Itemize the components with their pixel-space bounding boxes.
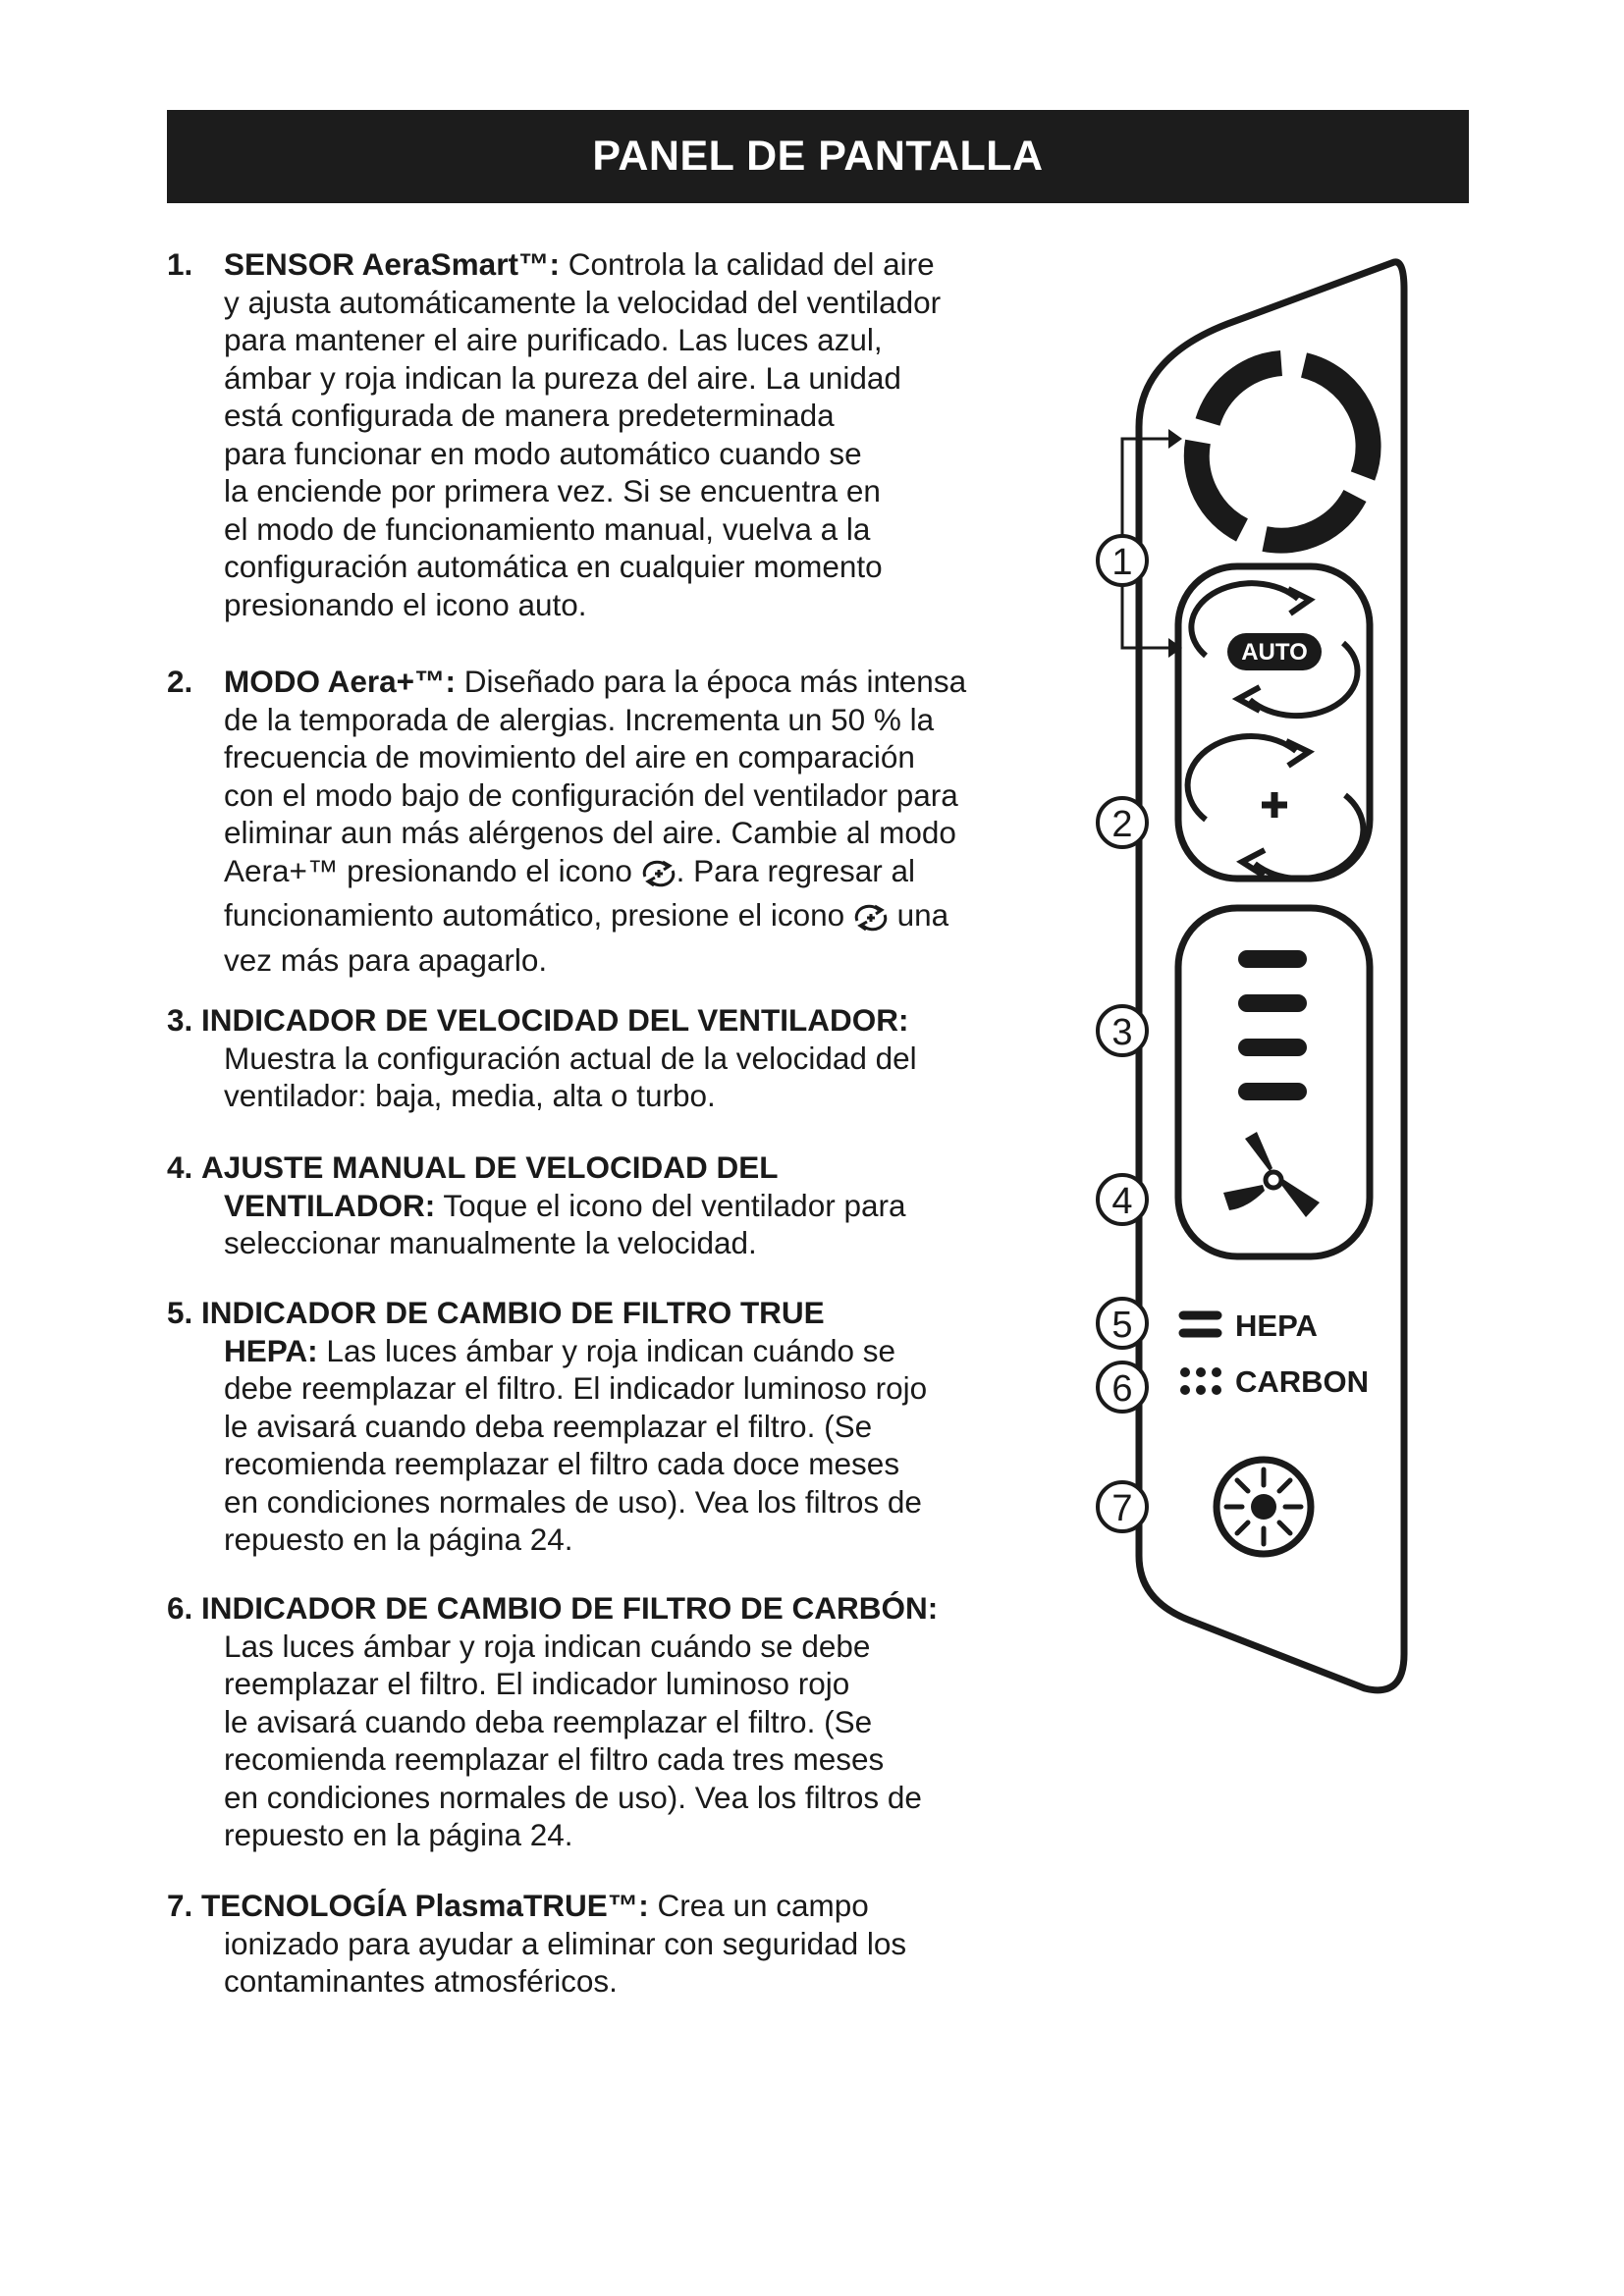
item-text: Muestra la configuración actual de la velocidad del bbox=[224, 1040, 917, 1076]
item-text: presionando el icono auto. bbox=[224, 586, 587, 622]
carbon-indicator-icon bbox=[1180, 1367, 1221, 1395]
item-text: y ajusta automáticamente la velocidad del ventilador bbox=[224, 284, 942, 320]
page-header bbox=[167, 110, 1469, 203]
item-text: ventilador: baja, media, alta o turbo. bbox=[224, 1078, 716, 1113]
auto-icon bbox=[1191, 583, 1357, 716]
list-item-plasmatrue bbox=[167, 1887, 1011, 2001]
item-number: 3. bbox=[167, 1002, 193, 1038]
callout-7-label: 7 bbox=[1111, 1488, 1133, 1529]
item-text: Controla la calidad del aire bbox=[559, 246, 935, 282]
item-text: Diseñado para la época más intensa bbox=[456, 664, 967, 699]
air-quality-ring-icon bbox=[1197, 363, 1369, 541]
item-text: reemplazar el filtro. El indicador luminoso rojo bbox=[224, 1666, 850, 1701]
callout-5-label: 5 bbox=[1111, 1305, 1133, 1346]
item-text: eliminar aun más alérgenos del aire. Cambie al modo bbox=[224, 815, 956, 850]
item-title: INDICADOR DE CAMBIO DE FILTRO DE CARBÓN: bbox=[201, 1590, 939, 1626]
item-title: VENTILADOR: bbox=[224, 1187, 436, 1223]
callout-2 bbox=[1098, 798, 1147, 847]
mode-button-group bbox=[1178, 566, 1370, 879]
item-number: 4. bbox=[167, 1149, 193, 1185]
item-text: en condiciones normales de uso). Vea los filtros de bbox=[224, 1483, 922, 1520]
item-title: MODO Aera+™: bbox=[224, 664, 457, 699]
item-text: ámbar y roja indican la pureza del aire. La unidad bbox=[224, 359, 901, 396]
callout-3 bbox=[1098, 1006, 1147, 1055]
item-text: Las luces ámbar y roja indican cuándo se debe bbox=[224, 1628, 871, 1664]
fan-speed-bars bbox=[1247, 959, 1298, 1092]
item-text: contaminantes atmosféricos. bbox=[224, 1963, 618, 1999]
item-title: AJUSTE MANUAL DE VELOCIDAD DEL bbox=[201, 1149, 779, 1185]
item-text: vez más para apagarlo. bbox=[224, 941, 548, 978]
callout-1-label: 1 bbox=[1111, 542, 1133, 583]
item-text: repuesto en la página 24. bbox=[224, 1817, 573, 1852]
callout-4-label: 4 bbox=[1111, 1181, 1133, 1222]
item-text: de la temporada de alergias. Incrementa un 50 % la bbox=[224, 701, 935, 737]
item-title: INDICADOR DE CAMBIO DE FILTRO TRUE bbox=[201, 1295, 825, 1330]
auto-label: AUTO bbox=[1241, 639, 1308, 666]
list-item-aera-plus bbox=[167, 663, 1068, 979]
item-text: con el modo bajo de configuración del ventilador para bbox=[224, 776, 958, 813]
callout-4 bbox=[1098, 1175, 1147, 1224]
item-text: Las luces ámbar y roja indican cuándo se bbox=[317, 1332, 896, 1368]
item-number: 1. bbox=[167, 246, 193, 282]
item-title: HEPA: bbox=[224, 1332, 318, 1368]
item-title: INDICADOR DE VELOCIDAD DEL VENTILADOR: bbox=[201, 1002, 909, 1038]
list-item-sensor bbox=[167, 245, 1068, 623]
item-text: Toque el icono del ventilador para bbox=[435, 1187, 906, 1223]
callout-6-label: 6 bbox=[1111, 1368, 1133, 1410]
item-text: configuración automática en cualquier momento bbox=[224, 549, 883, 584]
item-number: 6. bbox=[167, 1590, 193, 1626]
item-text: recomienda reemplazar el filtro cada doce meses bbox=[224, 1446, 900, 1481]
item-text: recomienda reemplazar el filtro cada tres meses bbox=[224, 1741, 885, 1777]
callout-5 bbox=[1098, 1299, 1147, 1348]
page-title: PANEL DE PANTALLA bbox=[592, 133, 1044, 180]
item-text: le avisará cuando deba reemplazar el filtro. (Se bbox=[224, 1703, 873, 1739]
fan-icon bbox=[1223, 1132, 1320, 1217]
item-text: Aera+™ presionando el icono bbox=[224, 852, 641, 888]
item-text: repuesto en la página 24. bbox=[224, 1522, 573, 1557]
callout-6 bbox=[1098, 1362, 1147, 1412]
callout-2-label: 2 bbox=[1111, 804, 1133, 845]
item-text: frecuencia de movimiento del aire en comparación bbox=[224, 739, 915, 774]
callout-7 bbox=[1098, 1482, 1147, 1531]
item-text: está configurada de manera predeterminada bbox=[224, 398, 835, 433]
control-panel-diagram bbox=[1070, 250, 1424, 1703]
item-text: para funcionar en modo automático cuando se bbox=[224, 435, 862, 471]
item-text: el modo de funcionamiento manual, vuelva a la bbox=[224, 510, 871, 547]
item-title: SENSOR AeraSmart™: bbox=[224, 246, 560, 282]
hepa-indicator-icon bbox=[1183, 1315, 1218, 1333]
item-text: . Para regresar al bbox=[676, 852, 916, 888]
callout-3-label: 3 bbox=[1111, 1012, 1133, 1053]
list-item-fan-speed-indicator bbox=[167, 1001, 1011, 1115]
list-item-carbon-indicator bbox=[167, 1589, 1011, 1854]
item-text: funcionamiento automático, presione el icono bbox=[224, 897, 853, 933]
item-text: en condiciones normales de uso). Vea los filtros de bbox=[224, 1779, 922, 1815]
hepa-label: HEPA bbox=[1235, 1308, 1318, 1343]
plasma-icon bbox=[1217, 1460, 1311, 1554]
item-text: la enciende por primera vez. Si se encuentra en bbox=[224, 473, 881, 508]
carbon-label: CARBON bbox=[1235, 1364, 1370, 1399]
item-number: 5. bbox=[167, 1295, 193, 1330]
item-text: ionizado para ayudar a eliminar con seguridad los bbox=[224, 1925, 907, 1961]
item-text: seleccionar manualmente la velocidad. bbox=[224, 1225, 757, 1260]
item-text: le avisará cuando deba reemplazar el filtro. (Se bbox=[224, 1408, 873, 1444]
item-title: TECNOLOGÍA PlasmaTRUE™: bbox=[201, 1888, 649, 1923]
aera-plus-icon bbox=[1188, 736, 1364, 879]
aera-plus-icon bbox=[853, 903, 889, 941]
aera-plus-icon bbox=[641, 859, 677, 897]
callout-1 bbox=[1098, 536, 1147, 585]
item-text: debe reemplazar el filtro. El indicador luminoso rojo bbox=[224, 1370, 928, 1406]
item-text: Crea un campo bbox=[648, 1888, 869, 1923]
item-number: 2. bbox=[167, 664, 193, 699]
item-text: una bbox=[888, 897, 949, 933]
list-item-manual-fan-speed bbox=[167, 1148, 1011, 1262]
item-number: 7. bbox=[167, 1888, 193, 1923]
list-item-hepa-indicator bbox=[167, 1294, 1011, 1559]
item-text: para mantener el aire purificado. Las luces azul, bbox=[224, 322, 883, 357]
